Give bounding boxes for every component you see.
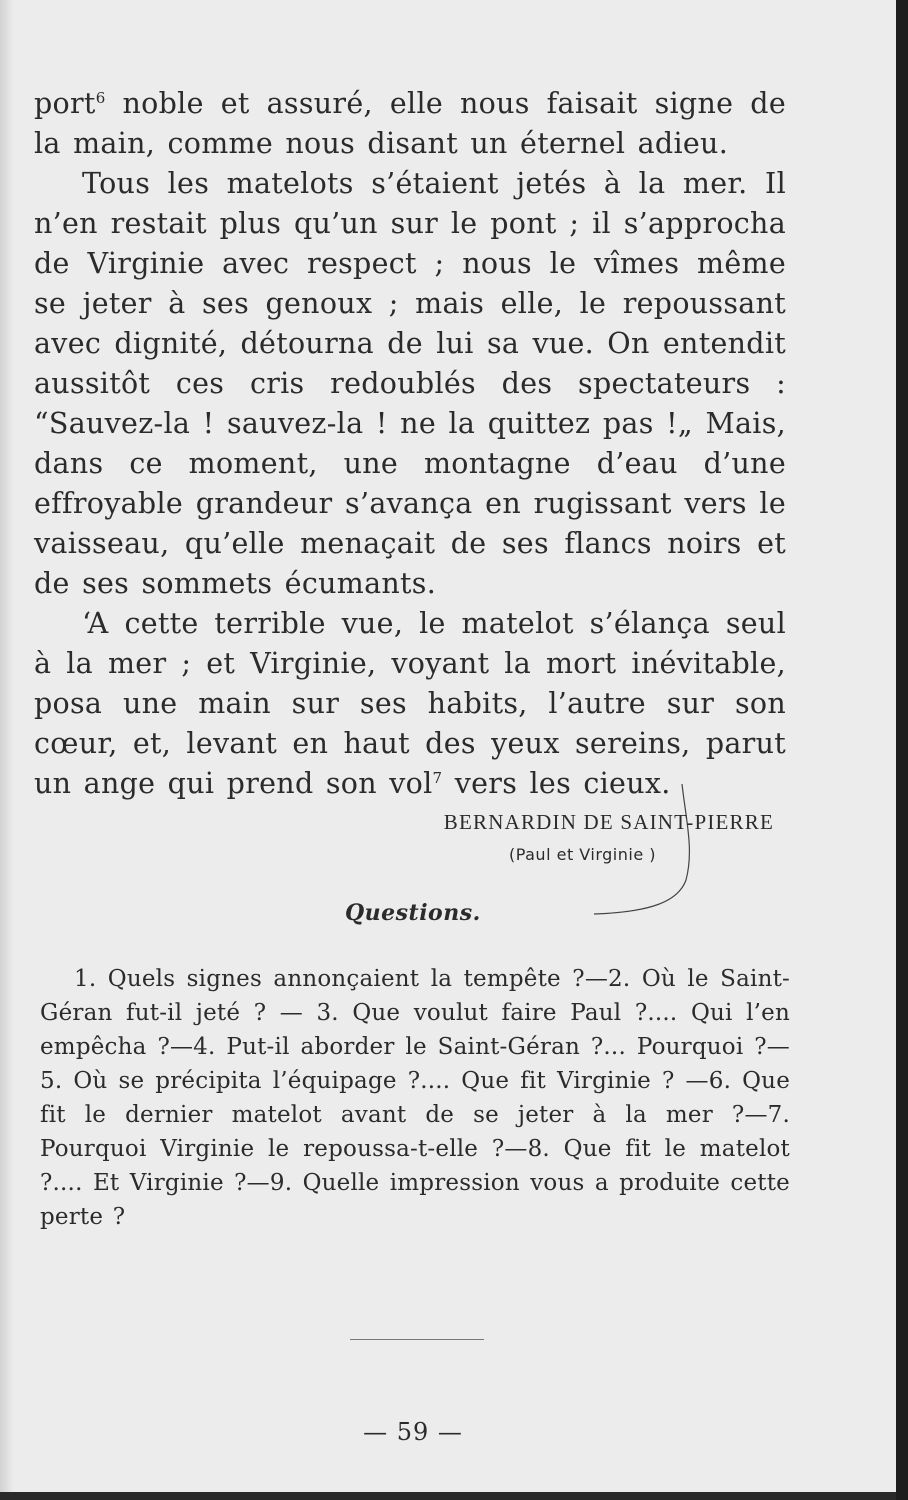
author-attribution: BERNARDIN DE SAINT-PIERRE xyxy=(443,810,774,834)
work-title: (Paul et Virginie ) xyxy=(508,845,656,864)
page-number: — 59 — xyxy=(363,1418,463,1446)
questions-heading: Questions. xyxy=(345,900,481,926)
page-gutter-shadow xyxy=(0,0,14,1492)
questions-list: 1. Quels signes annonçaient la tempête ?—2. Où le Saint-Géran fut-il jeté ? — 3. Que voulut faire Paul ?.... Qui l’en empêcha ?—4. Put-il aborder le Saint-Géran ?... Pourquoi ?—5. Où se précipita l’équipage ?.... Que fit Virginie ? —6. Que fit le dernier matelot avant de se jeter à la mer ?—7. Pourquoi Virginie le repoussa-t-elle ?—8. Que fit le matelot ?.... Et Virginie ?—9. Quelle impression vous a produite cette perte ? xyxy=(40,966,790,1230)
paragraph-1: port$^6$ noble et assuré, elle nous faisait signe de la main, comme nous disant un éternel adieu. xyxy=(34,87,786,160)
divider-rule xyxy=(350,1339,484,1340)
passage-text xyxy=(34,84,786,804)
paragraph-3: ‘A cette terrible vue, le matelot s’élança seul à la mer ; et Virginie, voyant la mort inévitable, posa une main sur ses habits, l’autre sur son cœur, et, levant en haut des yeux sereins, parut un ange qui prend son vol$^7$ vers les cieux. xyxy=(34,607,786,800)
footnote-marker-7: 7 xyxy=(432,769,443,787)
footnote-marker-6: 6 xyxy=(95,89,106,107)
paragraph-2: Tous les matelots s’étaient jetés à la mer. Il n’en restait plus qu’un sur le pont ; il s’approcha de Virginie avec respect ; nous le vîmes même se jeter à ses genoux ; mais elle, le repoussant avec dignité, détourna de lui sa vue. On entendit aussitôt ces cris redoublés des spectateurs : “Sauvez-la ! sauvez-la ! ne la quittez pas !„ Mais, dans ce moment, une montagne d’eau d’une effroyable grandeur s’avança en rugissant vers le vaisseau, qu’elle menaçait de ses flancs noirs et de ses sommets écumants. xyxy=(34,167,786,600)
scan-edge xyxy=(896,0,908,1500)
